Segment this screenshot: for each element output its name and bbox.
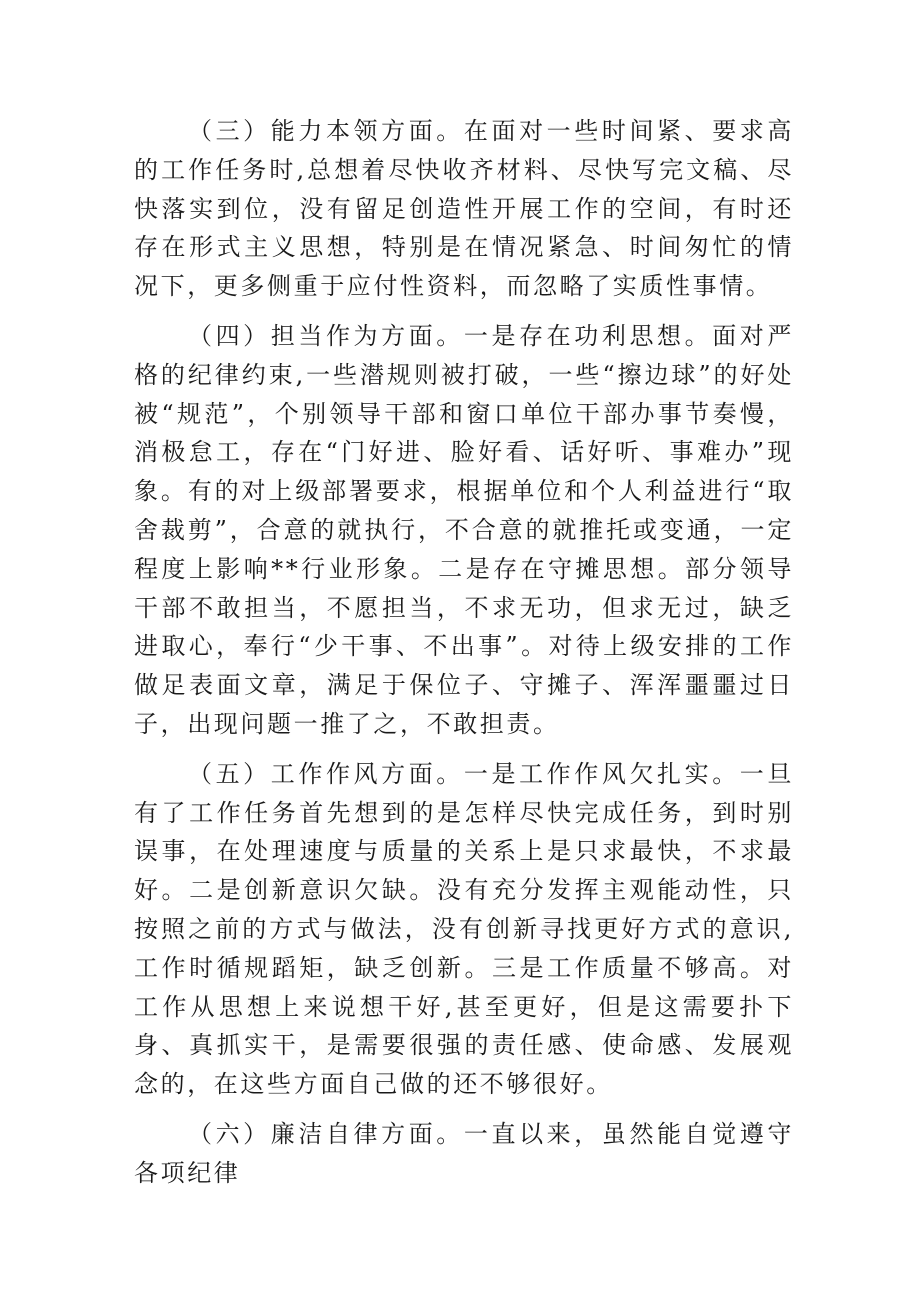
document-body: [134, 112, 794, 1204]
paragraph-integrity: （六）廉洁自律方面。一直以来，虽然能自觉遵守各项纪律: [134, 1119, 794, 1187]
paragraph-work-style: （五）工作作风方面。一是工作作风欠扎实。一旦有了工作任务首先想到的是怎样尽快完成任务，到时别误事，在处理速度与质量的关系上是只求最快，不求最好。二是创新意识欠缺。没有充分发挥主观能动性，只按照之前的方式与做法，没有创新寻找更好方式的意识,工作时循规蹈矩，缺乏创新。三是工作质量不够高。对工作从思想上来说想干好,甚至更好，但是这需要扑下身、真抓实干，是需要很强的责任感、使命感、发展观念的，在这些方面自己做的还不够很好。: [134, 759, 794, 1099]
paragraph-ability: （三）能力本领方面。在面对一些时间紧、要求高的工作任务时,总想着尽快收齐材料、尽快写完文稿、尽快落实到位，没有留足创造性开展工作的空间，有时还存在形式主义思想，特别是在情况紧急、时间匆忙的情况下，更多侧重于应付性资料，而忽略了实质性事情。: [134, 117, 794, 301]
paragraph-responsibility: （四）担当作为方面。一是存在功利思想。面对严格的纪律约束,一些潜规则被打破，一些“擦边球”的好处被“规范”，个别领导干部和窗口单位干部办事节奏慢，消极怠工，存在“门好进、脸好看、话好听、事难办”现象。有的对上级部署要求，根据单位和个人利益进行“取舍裁剪”，合意的就执行，不合意的就推托或变通，一定程度上影响**行业形象。二是存在守摊思想。部分领导干部不敢担当，不愿担当，不求无功，但求无过，缺乏进取心，奉行“少干事、不出事”。对待上级安排的工作做足表面文章，满足于保位子、守摊子、浑浑噩噩过日子，出现问题一推了之，不敢担责。: [134, 321, 794, 738]
